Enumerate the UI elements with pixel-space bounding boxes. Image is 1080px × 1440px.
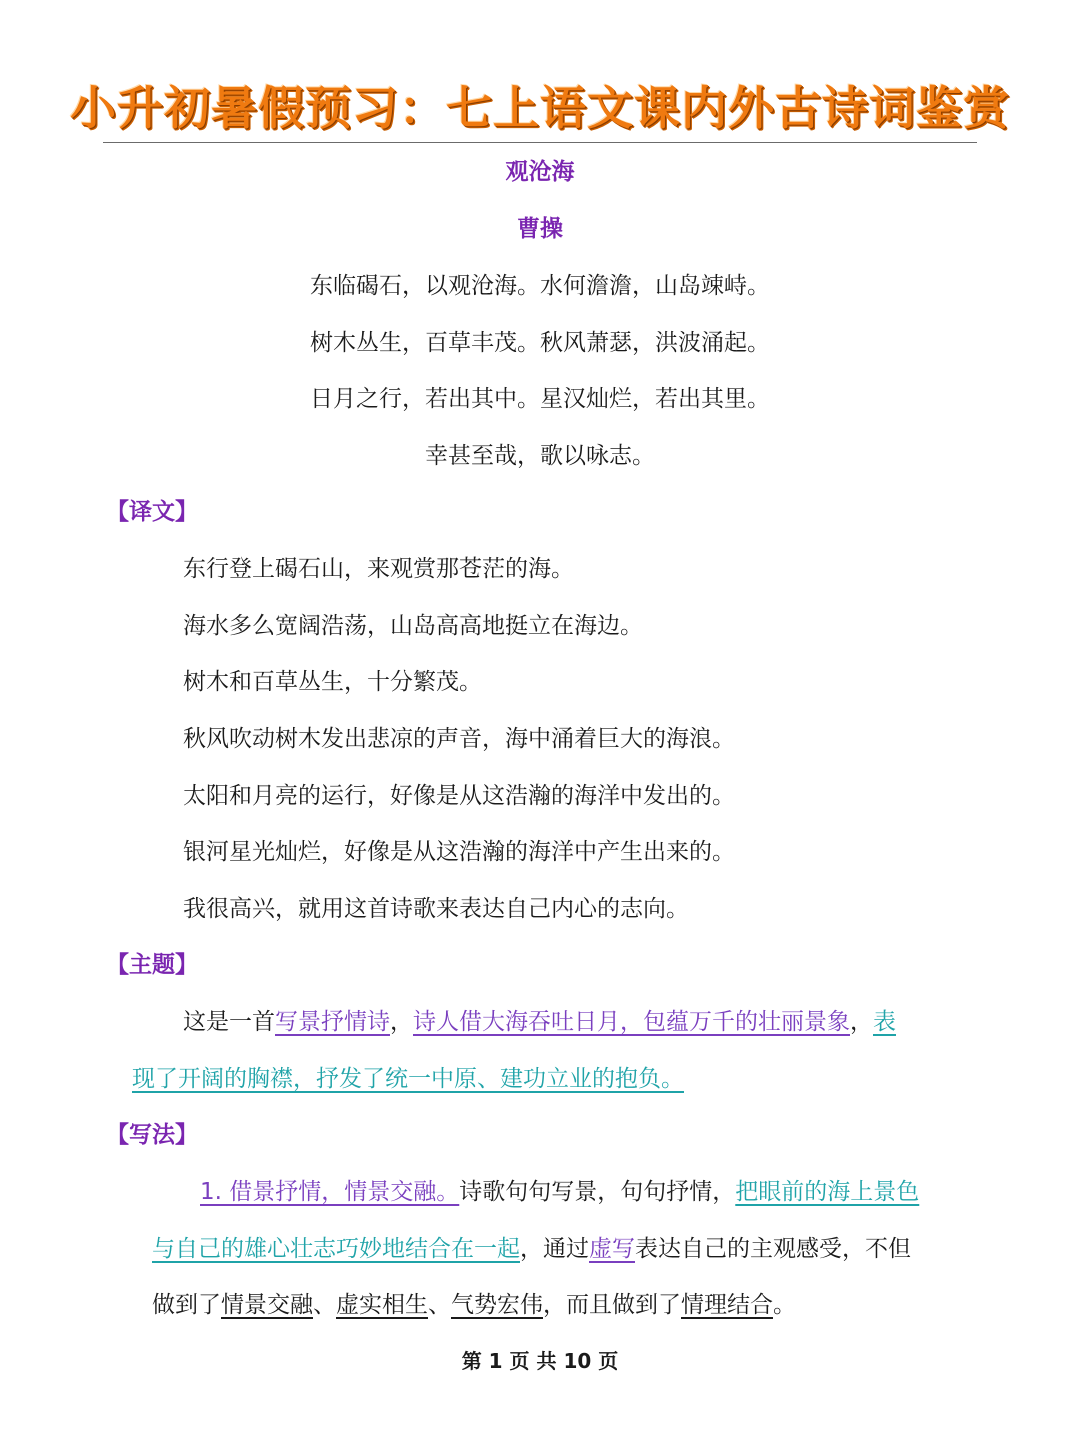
method-text: ，通过 — [520, 1236, 589, 1262]
theme-highlight-scene: 诗人借大海吞吐日月，包蕴万千的壮丽景象 — [413, 1009, 850, 1035]
method-term: 虚实相生 — [336, 1292, 428, 1318]
method-text: 、 — [313, 1292, 336, 1318]
theme-paragraph-line-1 — [183, 1006, 896, 1038]
method-point-title: 1. 借景抒情，情景交融。 — [200, 1179, 460, 1205]
method-text: ，而且做到了 — [543, 1292, 681, 1318]
method-term: 情景交融 — [221, 1292, 313, 1318]
page-title: 小升初暑假预习：七上语文课内外古诗词鉴赏 — [70, 81, 1010, 135]
poem-line: 幸甚至哉，歌以咏志。 — [425, 443, 655, 469]
method-highlight: 与自己的雄心壮志巧妙地结合在一起 — [152, 1236, 520, 1262]
method-term: 情理结合 — [681, 1292, 773, 1318]
poem-line: 树木丛生，百草丰茂。秋风萧瑟，洪波涌起。 — [310, 330, 770, 356]
translation-line: 海水多么宽阔浩荡，山岛高高地挺立在海边。 — [183, 613, 643, 639]
title-divider — [103, 142, 977, 143]
method-paragraph-line-1 — [200, 1176, 919, 1208]
method-highlight-xuxie: 虚写 — [589, 1236, 635, 1262]
poem-title: 观沧海 — [505, 159, 575, 185]
theme-text: 这是一首 — [183, 1009, 275, 1035]
theme-highlight-genre: 写景抒情诗 — [275, 1009, 390, 1035]
translation-line: 秋风吹动树木发出悲凉的声音，海中涌着巨大的海浪。 — [183, 726, 735, 752]
theme-highlight-meaning: 现了开阔的胸襟，抒发了统一中原、建功立业的抱负。 — [132, 1066, 684, 1092]
poem-line: 东临碣石，以观沧海。水何澹澹，山岛竦峙。 — [310, 273, 770, 299]
method-text: 表达自己的主观感受，不但 — [635, 1236, 911, 1262]
theme-text: ， — [390, 1009, 413, 1035]
theme-paragraph-line-2 — [132, 1063, 684, 1095]
translation-heading: 【译文】 — [106, 499, 198, 525]
method-paragraph-line-3 — [152, 1289, 796, 1321]
page-number: 第 1 页 共 10 页 — [461, 1349, 619, 1373]
poem-line: 日月之行，若出其中。星汉灿烂，若出其里。 — [310, 386, 770, 412]
theme-text: ， — [850, 1009, 873, 1035]
theme-heading: 【主题】 — [106, 952, 198, 978]
method-term: 气势宏伟 — [451, 1292, 543, 1318]
method-paragraph-line-2 — [152, 1233, 911, 1265]
method-text: 做到了 — [152, 1292, 221, 1318]
translation-line: 东行登上碣石山，来观赏那苍茫的海。 — [183, 556, 574, 582]
poem-author: 曹操 — [517, 216, 563, 242]
method-text: 、 — [428, 1292, 451, 1318]
method-text: 。 — [773, 1292, 796, 1318]
method-highlight: 把眼前的海上景色 — [735, 1179, 920, 1205]
method-heading: 【写法】 — [106, 1122, 198, 1148]
translation-line: 银河星光灿烂，好像是从这浩瀚的海洋中产生出来的。 — [183, 839, 735, 865]
theme-highlight-meaning: 表 — [873, 1009, 896, 1035]
translation-line: 树木和百草丛生，十分繁茂。 — [183, 669, 482, 695]
method-text: 诗歌句句写景，句句抒情， — [459, 1179, 736, 1205]
translation-line: 太阳和月亮的运行，好像是从这浩瀚的海洋中发出的。 — [183, 783, 735, 809]
translation-line: 我很高兴，就用这首诗歌来表达自己内心的志向。 — [183, 896, 689, 922]
